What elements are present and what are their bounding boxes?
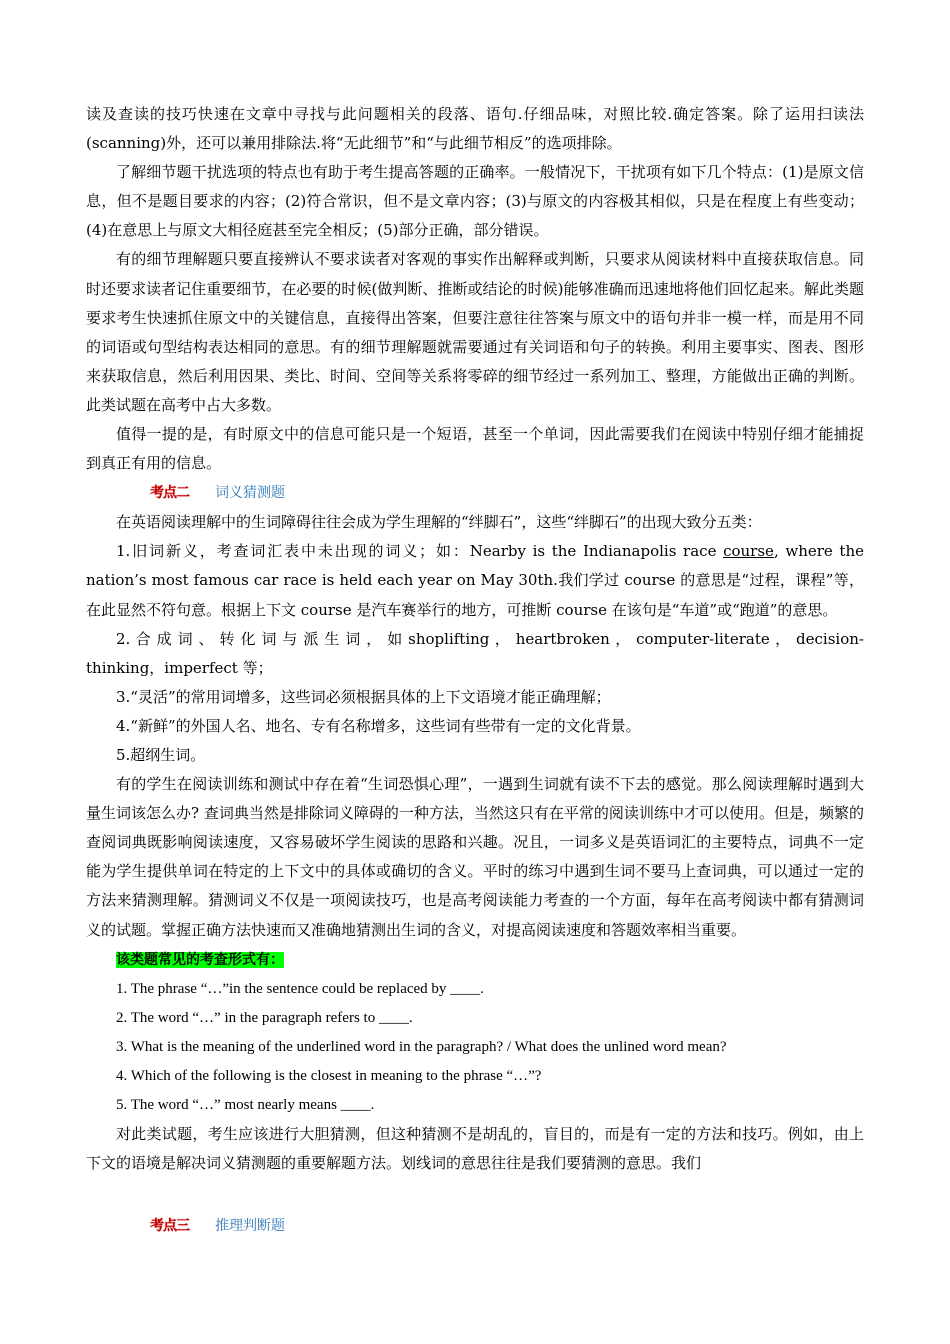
paragraph-new-words-intro: 在英语阅读理解中的生词障碍往往会成为学生理解的“绊脚石”，这些“绊脚石”的出现大致分五类： <box>116 513 762 532</box>
list-item-4: 4.“新鲜”的外国人名、地名、专有名称增多，这些词有些带有一定的文化背景。 <box>116 716 641 735</box>
forms-title-line <box>86 945 864 975</box>
paragraph-word-fear: 有的学生在阅读训练和测试中存在着“生词恐惧心理”，一遇到生词就有读不下去的感觉。那么阅读理解时遇到大量生词该怎么办? 查词典当然是排除词义障碍的一种方法，当然这只有在平常的阅读训练中才可以使用。但是，频繁的查阅词典既影响阅读速度，又容易破坏学生阅读的思路和兴趣。况且，一词多义是英语词汇的主要特点，词典不一定能为学生提供单词在特定的上下文中的具体或确切的含义。平时的练习中遇到生词不要马上查词典，可以通过一定的方法来猜测理解。猜测词义不仅是一项阅读技巧，也是高考阅读能力考查的一个方面，每年在高考阅读中都有猜测词义的试题。掌握正确方法快速而又准确地猜测出生词的含义，对提高阅读速度和答题效率相当重要。 <box>86 775 864 939</box>
list-item-2-cont: thinking，imperfect 等； <box>86 658 273 677</box>
underlined-word: course <box>723 542 774 561</box>
paragraph-scan-technique: 读及查读的技巧快速在文章中寻找与此问题相关的段落、语句.仔细品味，对照比较.确定答案。除了运用扫读法(scanning)外，还可以兼用排除法.将“无此细节”和“与此细节相反”的选项排除。 <box>86 105 864 153</box>
form-question-2: 2. The word “…” in the paragraph refers to ____. <box>116 1009 413 1026</box>
section-heading-3 <box>86 1211 864 1241</box>
list-item-2: 2. 合 成 词 、 转 化 词 与 派 生 词 ， 如 shoplifting ， heartbroken ， computer-literate ， decision- <box>116 629 864 648</box>
paragraph-detail-questions: 有的细节理解题只要直接辨认不要求读者对客观的事实作出解释或判断，只要求从阅读材料中直接获取信息。同时还要求读者记住重要细节，在必要的时候(做判断、推断或结论的时候)能够准确而迅速地将他们回忆起来。解此类题要求考生快速抓住原文中的关键信息，直接得出答案，但要注意往往答案与原文中的语句并非一模一样，而是用不同的词语或句型结构表达相同的意思。有的细节理解题就需要通过有关词语和句子的转换。利用主要事实、图表、图形来获取信息，然后利用因果、类比、时间、空间等关系将零碎的细节经过一系列加工、整理，方能做出正确的判断。此类试题在高考中占大多数。 <box>86 250 864 414</box>
paragraph-guessing-method: 对此类试题，考生应该进行大胆猜测，但这种猜测不是胡乱的，盲目的，而是有一定的方法和技巧。例如，由上下文的语境是解决词义猜测题的重要解题方法。划线词的意思往往是我们要猜测的意思。我们 <box>86 1125 864 1173</box>
form-question-1: 1. The phrase “…”in the sentence could be replaced by ____. <box>116 980 484 997</box>
document-page <box>86 100 864 1241</box>
section-label: 考点三 <box>150 1218 189 1235</box>
paragraph-distractor-features: 了解细节题干扰选项的特点也有助于考生提高答题的正确率。一般情况下，干扰项有如下几个特点：(1)是原文信息，但不是题目要求的内容；(2)符合常识，但不是文章内容；(3)与原文的内容极其相似，只是在程度上有些变动；(4)在意思上与原文大相径庭甚至完全相反；(5)部分正确，部分错误。 <box>86 163 864 240</box>
form-question-4: 4. Which of the following is the closest in meaning to the phrase “…”? <box>116 1068 542 1084</box>
form-question-3: 3. What is the meaning of the underlined word in the paragraph? / What does the unlined word mean? <box>116 1038 727 1055</box>
list-item-5: 5.超纲生词。 <box>116 745 206 764</box>
section-title: 词义猜测题 <box>215 485 285 502</box>
section-title: 推理判断题 <box>215 1218 285 1235</box>
list-item-1: 1.旧词新义，考查词汇表中未出现的词义；如：Nearby is the Indianapolis race course, where the nation’s most famous car race is held each year on May 30th.我们学过 course 的意思是“过程，课程”等，在此显然不符句意。根据上下文 course 是汽车赛举行的地方，可推断 course 在该句是“车道”或“跑道”的意思。 <box>86 542 864 619</box>
highlighted-title: 该类题常见的考查形式有： <box>116 951 284 968</box>
paragraph-note: 值得一提的是，有时原文中的信息可能只是一个短语，甚至一个单词，因此需要我们在阅读中特别仔细才能捕捉到真正有用的信息。 <box>86 425 864 473</box>
form-question-5: 5. The word “…” most nearly means ____. <box>116 1097 375 1114</box>
list-item-3: 3.“灵活”的常用词增多，这些词必须根据具体的上下文语境才能正确理解； <box>116 687 611 706</box>
section-label: 考点二 <box>150 485 189 502</box>
spacer <box>86 1178 864 1211</box>
section-heading-2 <box>86 478 864 508</box>
